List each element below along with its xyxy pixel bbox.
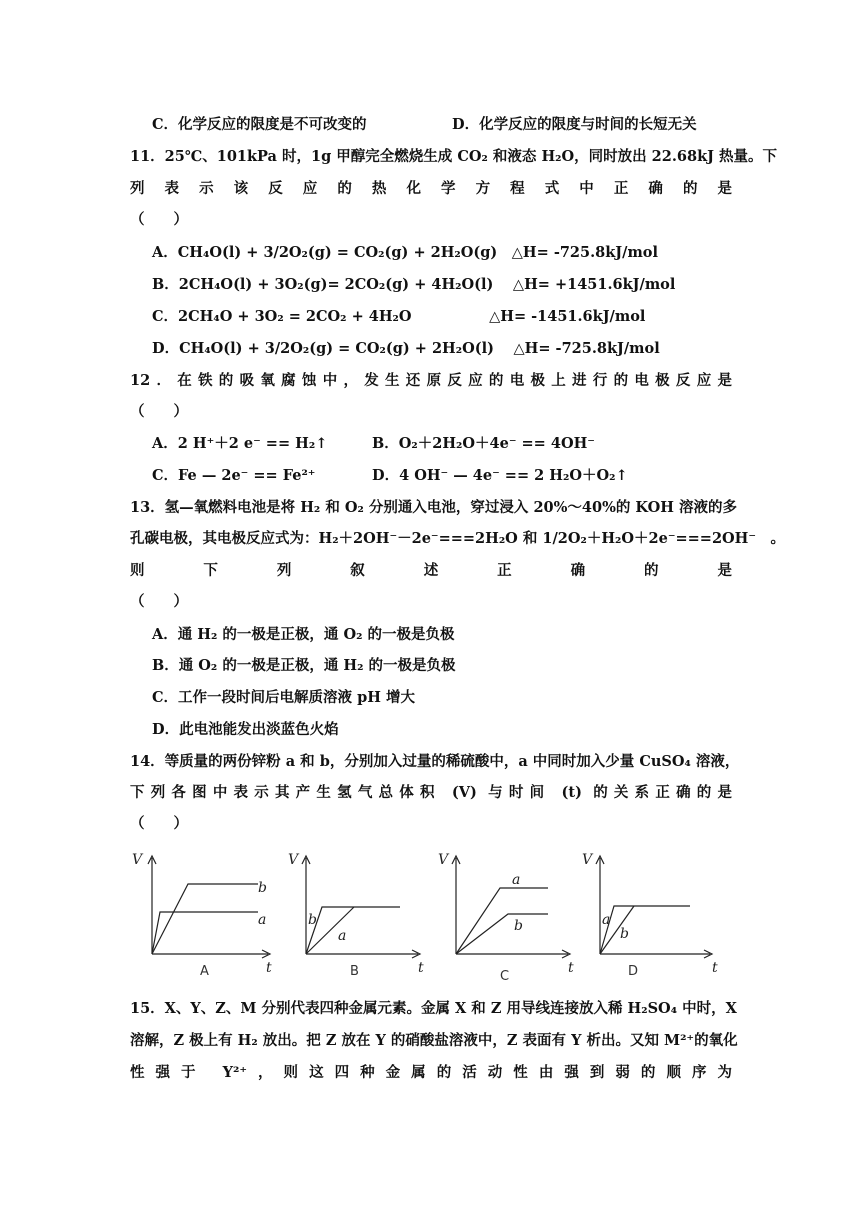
q11-stem-line2: 列表示该反应的热化学方程式中正确的是 (130, 180, 732, 197)
q14-graph-d-x-label: t (712, 960, 718, 976)
q14-graph-b-x-label: t (418, 960, 424, 976)
q10-options (152, 114, 732, 136)
q13-stem-line2: 孔碳电极，其电极反应式为：H₂＋2OH⁻－2e⁻===2H₂O 和 1/2O₂＋H₂O＋2e⁻===2OH⁻ 。 (130, 530, 786, 547)
q12-stem: 12．在铁的吸氧腐蚀中，发生还原反应的电极上进行的电极反应是 (130, 372, 732, 389)
q14-graph-a-label-upper: b (258, 880, 267, 896)
q14-graph-b-label-lower: a (338, 928, 347, 944)
q14-graph-b-curve-b (306, 907, 400, 954)
q11-answer-paren: （ ） (130, 211, 188, 228)
q12-options-ab (152, 433, 732, 455)
q14-graph-a-curve-a (152, 912, 258, 954)
q14-graph-c-y-label: V (438, 852, 449, 868)
q13-option-d: D．此电池能发出淡蓝色火焰 (152, 721, 339, 738)
q14-graphs (126, 844, 726, 984)
q14-graph-d-label-lower: b (620, 926, 629, 942)
q10-option-c: C．化学反应的限度是不可改变的 (152, 116, 367, 133)
q14-graph-a-x-label: t (266, 960, 272, 976)
q15-stem-line3: 性强于 Y²⁺，则这四种金属的活动性由强到弱的顺序为 (130, 1064, 732, 1081)
q12-option-b: B．O₂＋2H₂O＋4e⁻ == 4OH⁻ (372, 435, 595, 452)
q11-stem-line1: 11．25℃、101kPa 时，1g 甲醇完全燃烧生成 CO₂ 和液态 H₂O，同时放出 22.68kJ 热量。下 (130, 148, 778, 165)
q14-stem-line2: 下列各图中表示其产生氢气总体积 (V) 与时间 (t) 的关系正确的是 (130, 784, 732, 801)
q11-option-c: C．2CH₄O + 3O₂ = 2CO₂ + 4H₂O △H= -1451.6kJ/mol (152, 308, 646, 325)
q12-option-a: A．2 H⁺＋2 e⁻ == H₂↑ (152, 435, 328, 452)
q13-stem-line1: 13．氢—氧燃料电池是将 H₂ 和 O₂ 分别通入电池，穿过浸入 20%～40%的 KOH 溶液的多 (130, 499, 738, 516)
q13-stem-line3: 则下列叙述正确的是 (130, 562, 732, 579)
q14-graph-b-caption: B (350, 964, 359, 979)
q15-stem-line1: 15．X、Y、Z、M 分别代表四种金属元素。金属 X 和 Z 用导线连接放入稀 H₂SO₄ 中时，X (130, 1000, 737, 1017)
q11-option-b: B．2CH₄O(l) + 3O₂(g)= 2CO₂(g) + 4H₂O(l) △H= +1451.6kJ/mol (152, 276, 676, 293)
q12-answer-paren: （ ） (130, 403, 188, 420)
q11-option-d: D．CH₄O(l) + 3/2O₂(g) = CO₂(g) + 2H₂O(l) △H= -725.8kJ/mol (152, 340, 660, 357)
q14-graph-b-y-label: V (288, 852, 299, 868)
q13-option-b: B．通 O₂ 的一极是正极，通 H₂ 的一极是负极 (152, 657, 456, 674)
q14-graph-c-label-lower: b (514, 918, 523, 934)
q14-graph-c-x-label: t (568, 960, 574, 976)
q12-options-cd (152, 465, 732, 487)
q14-stem-line1: 14．等质量的两份锌粉 a 和 b，分别加入过量的稀硫酸中，a 中同时加入少量 CuSO₄ 溶液， (130, 753, 740, 770)
q14-graph-c (428, 844, 578, 984)
q14-graph-a-caption: A (200, 964, 209, 979)
q14-answer-paren: （ ） (130, 815, 188, 832)
q10-option-d: D．化学反应的限度与时间的长短无关 (452, 116, 697, 133)
q11-option-a: A．CH₄O(l) + 3/2O₂(g) = CO₂(g) + 2H₂O(g) △H= -725.8kJ/mol (152, 244, 658, 261)
q14-graph-c-label-upper: a (512, 872, 521, 888)
q13-answer-paren: （ ） (130, 593, 188, 610)
q14-graph-b-label-upper: b (308, 912, 317, 928)
q14-graph-d-curve-a (600, 906, 690, 954)
q14-graph-a (126, 844, 276, 984)
q14-graph-d-caption: D (628, 964, 639, 979)
q12-option-c: C．Fe — 2e⁻ == Fe²⁺ (152, 467, 316, 484)
q13-option-a: A．通 H₂ 的一极是正极，通 O₂ 的一极是负极 (152, 626, 455, 643)
q12-option-d: D．4 OH⁻ — 4e⁻ == 2 H₂O＋O₂↑ (372, 467, 628, 484)
q14-graph-d-label-upper: a (602, 912, 611, 928)
q14-graph-d-y-label: V (582, 852, 593, 868)
q14-graph-b (278, 844, 428, 984)
q14-graph-d (572, 844, 722, 984)
q14-graph-a-label-lower: a (258, 912, 267, 928)
q13-option-c: C．工作一段时间后电解质溶液 pH 增大 (152, 689, 415, 706)
q14-graph-c-caption: C (500, 969, 510, 984)
q15-stem-line2: 溶解，Z 极上有 H₂ 放出。把 Z 放在 Y 的硝酸盐溶液中，Z 表面有 Y 析出。又知 M²⁺的氧化 (130, 1032, 738, 1049)
q14-graph-a-curve-b (152, 884, 258, 954)
q14-graph-a-y-label: V (132, 852, 143, 868)
